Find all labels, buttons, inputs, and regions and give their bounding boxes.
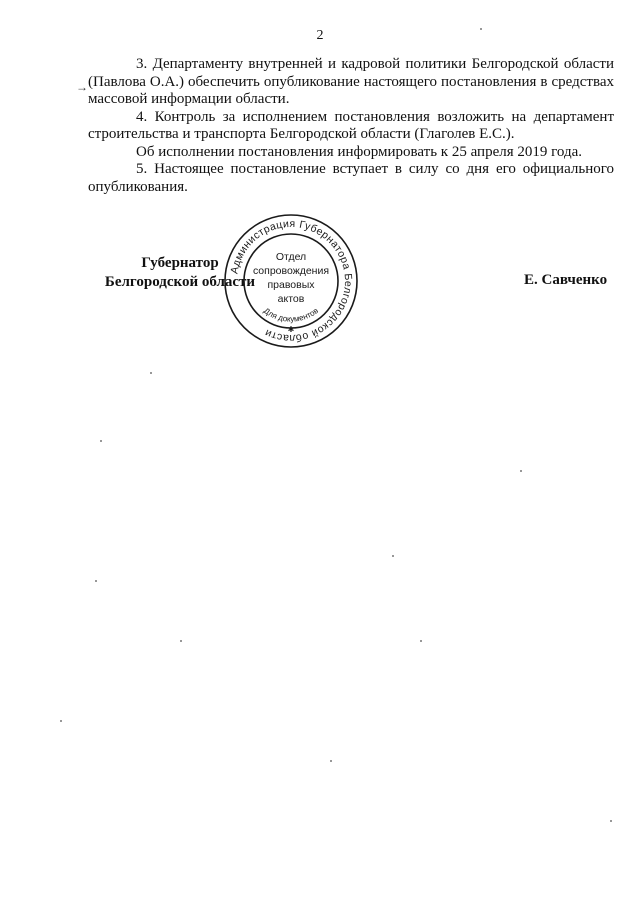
stamp-bottom-text: Для документов — [261, 306, 321, 324]
stamp-ring-text: Администрация Губернатора Белгородской области — [228, 217, 355, 345]
scan-speck — [330, 760, 332, 762]
paragraph-5: 5. Настоящее постановление вступает в силу со дня его официального опубликования. — [88, 161, 614, 195]
scan-speck — [60, 720, 62, 722]
paragraph-4: 4. Контроль за исполнением постановления возложить на департамент строительства и транспорта Белгородской области (Глаголев Е.С.). — [88, 108, 614, 142]
stamp-center-line1: Отдел — [275, 251, 307, 263]
scan-speck — [180, 640, 182, 642]
scan-speck — [610, 820, 612, 822]
official-stamp — [222, 212, 360, 350]
scan-speck — [95, 580, 97, 582]
stamp-center-line2: сопровождения — [252, 265, 330, 277]
signatory-title-line2: Белгородской области — [104, 274, 256, 290]
stamp-center-line4: актов — [277, 293, 305, 305]
scan-speck — [150, 372, 152, 374]
scan-speck — [392, 555, 394, 557]
scan-speck — [100, 440, 102, 442]
scan-speck — [520, 470, 522, 472]
paragraph-report-deadline: Об исполнении постановления информировать к 25 апреля 2019 года. — [136, 143, 583, 160]
signatory-name: Е. Савченко — [524, 272, 608, 288]
scan-speck — [420, 640, 422, 642]
document-body — [88, 56, 614, 196]
stamp-star-icon: ✱ — [287, 325, 295, 334]
margin-arrow-mark: → — [76, 80, 88, 94]
signatory-title-line1: Губернатор — [141, 255, 219, 271]
page-number: 2 — [316, 28, 324, 43]
stamp-center-line3: правовых — [267, 279, 315, 291]
paragraph-3: 3. Департаменту внутренней и кадровой политики Белгородской области (Павлова О.А.) обеспечить опубликование настоящего постановления в средствах массовой информации области. — [88, 56, 614, 107]
scan-speck — [480, 28, 482, 30]
